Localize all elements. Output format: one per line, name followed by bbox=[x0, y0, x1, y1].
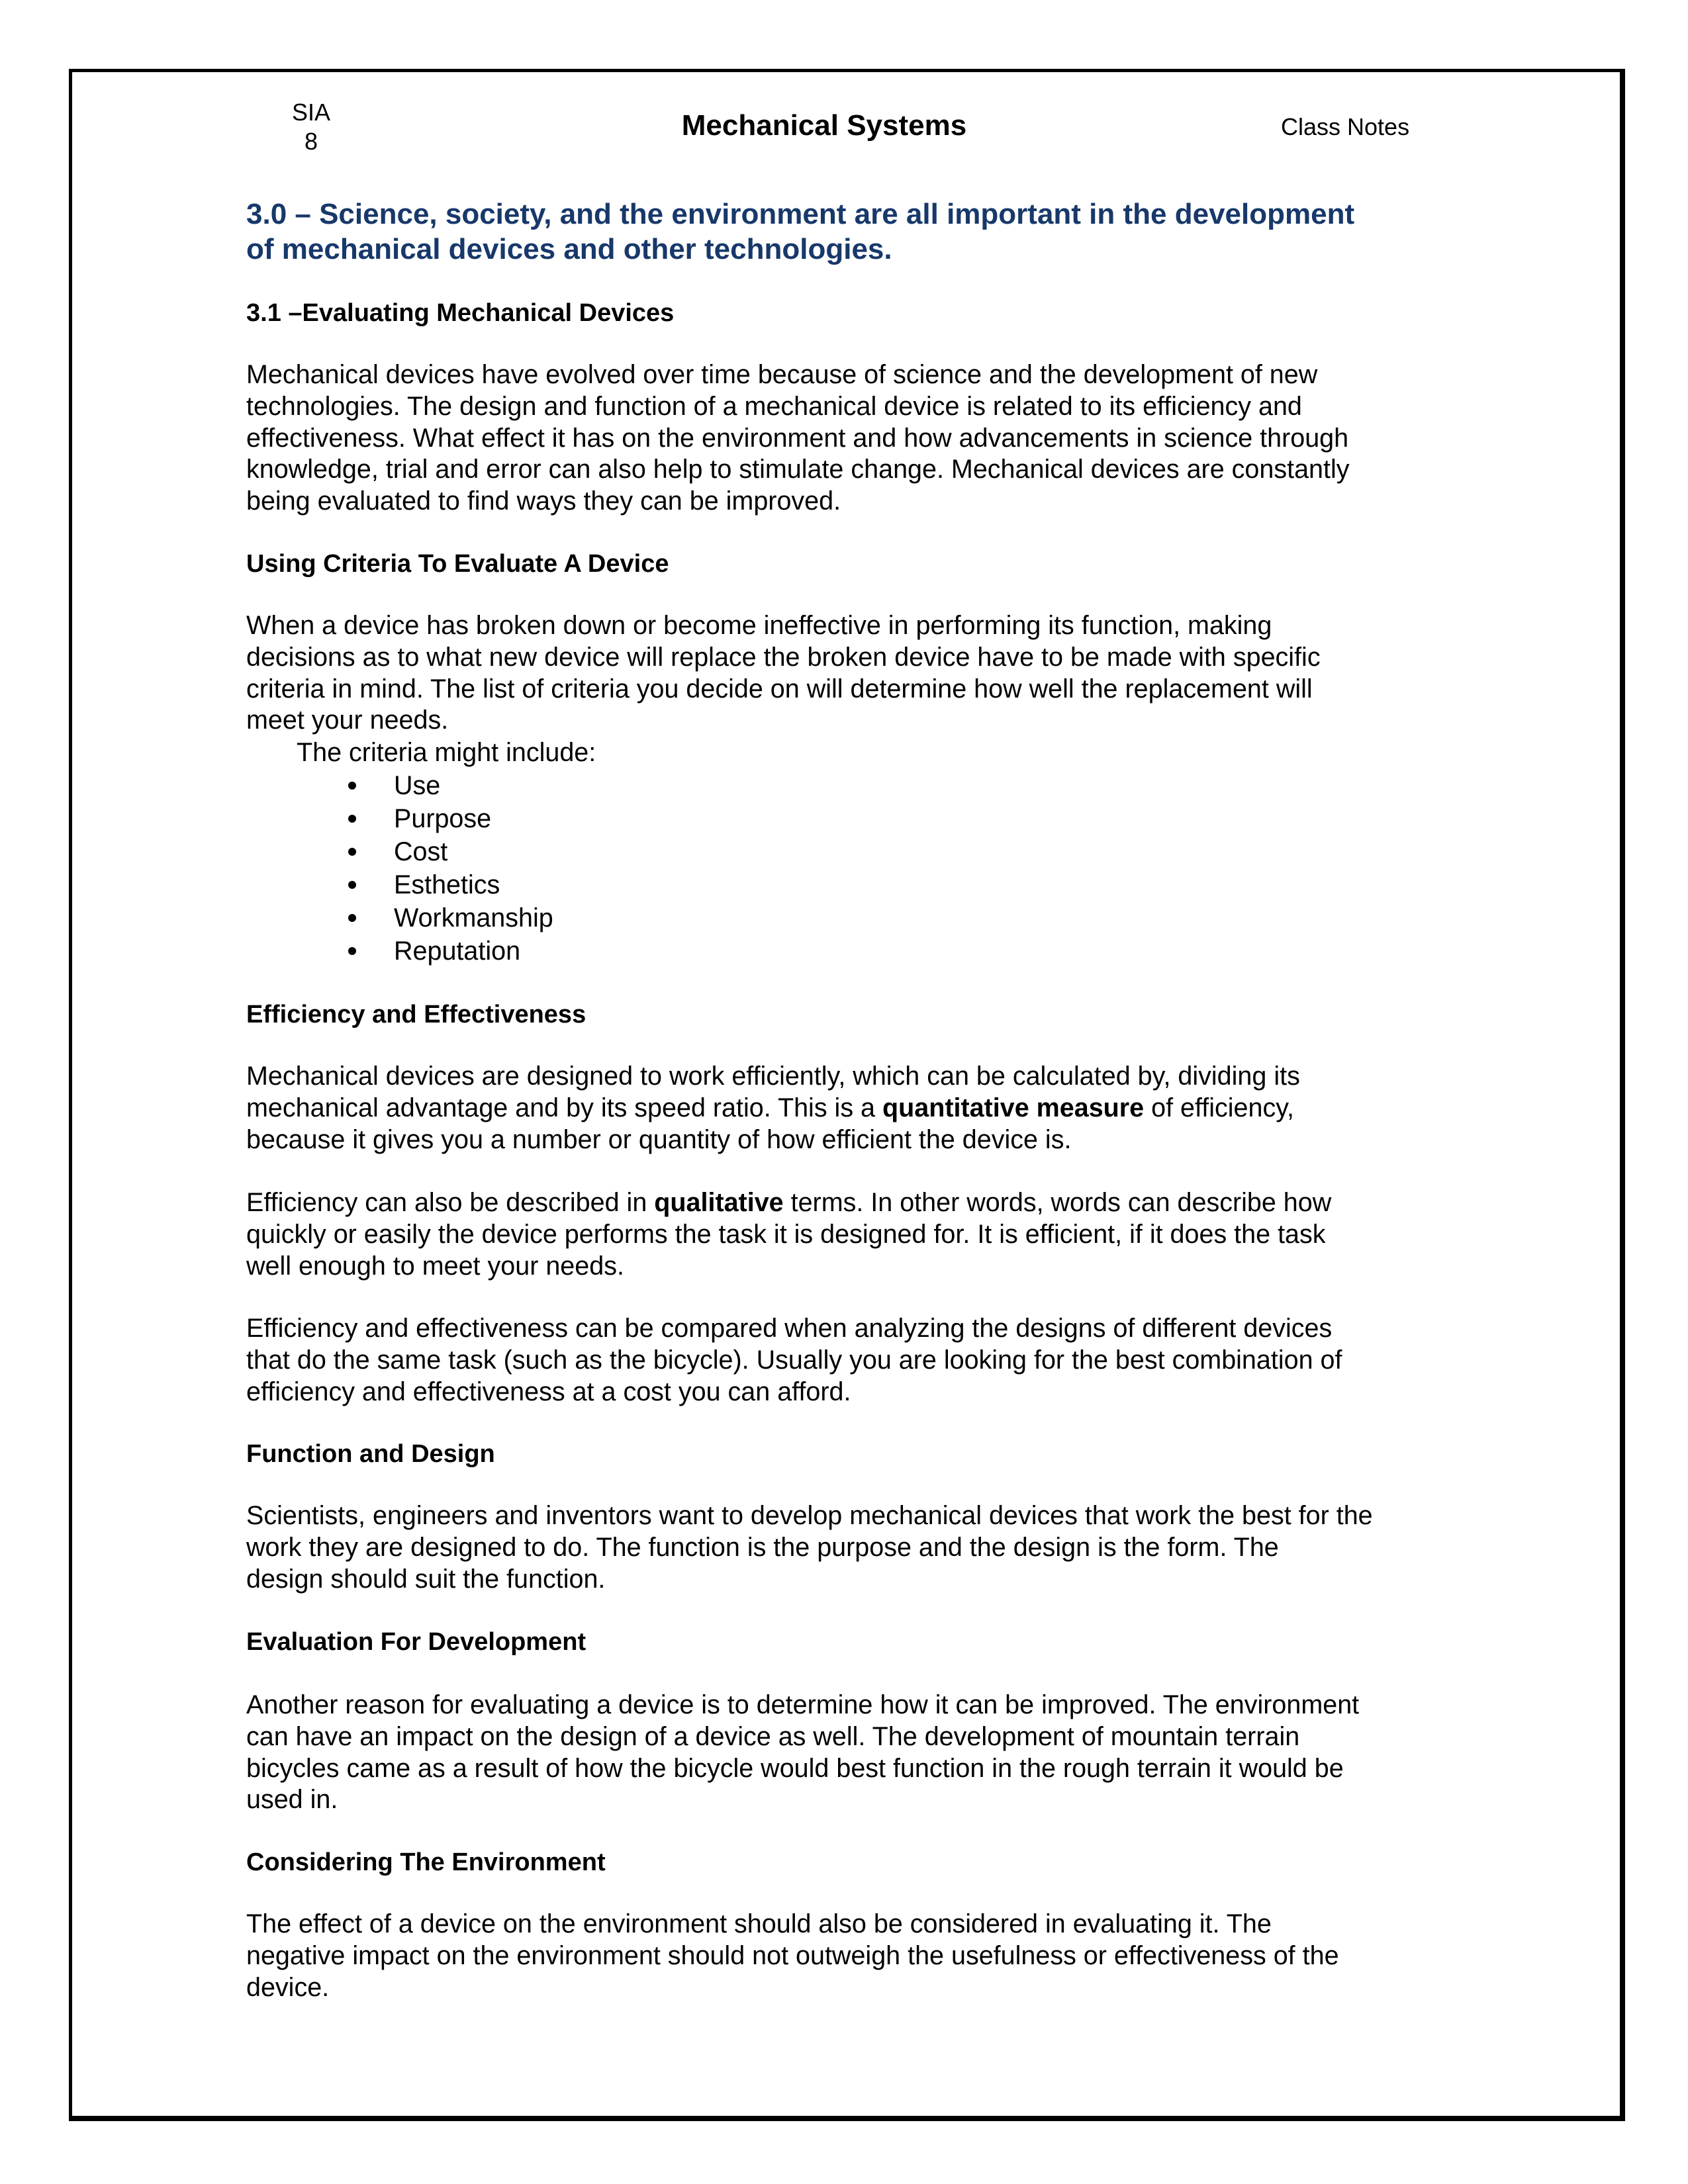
paragraph-criteria bbox=[246, 610, 1321, 737]
text-line: The effect of a device on the environment should also be considered in evaluating it. The bbox=[246, 1909, 1272, 1938]
paragraph-efficiency-qualitative bbox=[246, 1187, 1331, 1282]
paragraph-environment bbox=[246, 1909, 1339, 2003]
text-line: device. bbox=[246, 1972, 330, 2002]
main-heading bbox=[246, 197, 1354, 267]
list-item bbox=[344, 835, 553, 868]
text-line: Mechanical devices have evolved over time because of science and the development of new bbox=[246, 360, 1318, 389]
emphasis-quantitative-measure: quantitative measure bbox=[882, 1093, 1145, 1122]
document-title: Mechanical Systems bbox=[681, 109, 967, 142]
paragraph-efficiency-quantitative bbox=[246, 1061, 1300, 1156]
list-item-label: Reputation bbox=[394, 936, 521, 966]
course-code bbox=[285, 98, 338, 156]
bullet-icon bbox=[348, 914, 356, 922]
list-item-label: Purpose bbox=[394, 804, 492, 833]
text-line: used in. bbox=[246, 1785, 338, 1815]
paragraph-efficiency-compared bbox=[246, 1313, 1342, 1408]
text-line: Scientists, engineers and inventors want to develop mechanical devices that work the best for the bbox=[246, 1501, 1373, 1530]
text-line: knowledge, trial and error can also help to stimulate change. Mechanical devices are constantly bbox=[246, 455, 1350, 484]
text-run: terms. In other words, words can describe how bbox=[783, 1188, 1332, 1217]
document-type: Class Notes bbox=[1281, 113, 1410, 140]
text-line: quickly or easily the device performs the task it is designed for. It is efficient, if it does the task bbox=[246, 1219, 1326, 1249]
criteria-list bbox=[344, 769, 553, 968]
list-item-label: Cost bbox=[394, 837, 448, 866]
text-line: criteria in mind. The list of criteria you decide on will determine how well the replacement will bbox=[246, 674, 1313, 704]
text-line: can have an impact on the design of a device as well. The development of mountain terrain bbox=[246, 1721, 1300, 1751]
section-heading-efficiency: Efficiency and Effectiveness bbox=[246, 1001, 586, 1028]
text-line: well enough to meet your needs. bbox=[246, 1251, 624, 1281]
list-item bbox=[344, 934, 553, 968]
list-item bbox=[344, 901, 553, 934]
text-run: mechanical advantage and by its speed ratio. This is a bbox=[246, 1093, 882, 1122]
bullet-icon bbox=[348, 815, 356, 823]
text-line: work they are designed to do. The function is the purpose and the design is the form. The bbox=[246, 1532, 1279, 1562]
section-heading-environment: Considering The Environment bbox=[246, 1848, 606, 1876]
criteria-intro: The criteria might include: bbox=[297, 738, 596, 767]
text-line: because it gives you a number or quantity of how efficient the device is. bbox=[246, 1124, 1072, 1154]
text-line: meet your needs. bbox=[246, 705, 449, 735]
section-heading-development: Evaluation For Development bbox=[246, 1628, 586, 1656]
bullet-icon bbox=[348, 848, 356, 856]
paragraph-development bbox=[246, 1690, 1359, 1816]
section-heading-evaluating: 3.1 –Evaluating Mechanical Devices bbox=[246, 299, 675, 327]
text-run: of efficiency, bbox=[1144, 1093, 1295, 1122]
text-line: design should suit the function. bbox=[246, 1564, 606, 1594]
text-line: being evaluated to find ways they can be improved. bbox=[246, 486, 841, 516]
list-item bbox=[344, 868, 553, 901]
course-code-line2: 8 bbox=[304, 128, 318, 155]
bullet-icon bbox=[348, 947, 356, 955]
paragraph-function-design bbox=[246, 1500, 1373, 1595]
text-run: Efficiency can also be described in bbox=[246, 1188, 655, 1217]
list-item-label: Esthetics bbox=[394, 870, 500, 899]
list-item-label: Use bbox=[394, 771, 441, 800]
list-item bbox=[344, 769, 553, 802]
course-code-line1: SIA bbox=[291, 99, 331, 126]
main-heading-line: of mechanical devices and other technologies. bbox=[246, 233, 892, 265]
text-line: effectiveness. What effect it has on the environment and how advancements in science through bbox=[246, 423, 1349, 453]
emphasis-qualitative: qualitative bbox=[654, 1188, 784, 1217]
text-line bbox=[246, 1093, 1300, 1124]
bullet-icon bbox=[348, 782, 356, 790]
section-heading-criteria: Using Criteria To Evaluate A Device bbox=[246, 550, 669, 578]
bullet-icon bbox=[348, 881, 356, 889]
main-heading-line: 3.0 – Science, society, and the environment are all important in the development bbox=[246, 198, 1355, 230]
text-line: efficiency and effectiveness at a cost you can afford. bbox=[246, 1377, 851, 1406]
text-line: that do the same task (such as the bicycle). Usually you are looking for the best combination of bbox=[246, 1345, 1342, 1375]
text-line: Mechanical devices are designed to work efficiently, which can be calculated by, dividing its bbox=[246, 1062, 1300, 1091]
text-line: Another reason for evaluating a device is to determine how it can be improved. The environment bbox=[246, 1690, 1360, 1719]
text-line bbox=[246, 1187, 1331, 1219]
section-heading-function-design: Function and Design bbox=[246, 1440, 495, 1468]
text-line: Efficiency and effectiveness can be compared when analyzing the designs of different devices bbox=[246, 1314, 1333, 1343]
paragraph-evaluating bbox=[246, 359, 1350, 518]
list-item-label: Workmanship bbox=[394, 903, 553, 933]
list-item bbox=[344, 802, 553, 835]
text-line: When a device has broken down or become ineffective in performing its function, making bbox=[246, 611, 1272, 640]
text-line: technologies. The design and function of a mechanical device is related to its efficiency and bbox=[246, 391, 1302, 421]
text-line: bicycles came as a result of how the bicycle would best function in the rough terrain it would be bbox=[246, 1753, 1344, 1783]
text-line: negative impact on the environment should not outweigh the usefulness or effectiveness of the bbox=[246, 1940, 1339, 1970]
text-line: decisions as to what new device will replace the broken device have to be made with specific bbox=[246, 642, 1321, 672]
